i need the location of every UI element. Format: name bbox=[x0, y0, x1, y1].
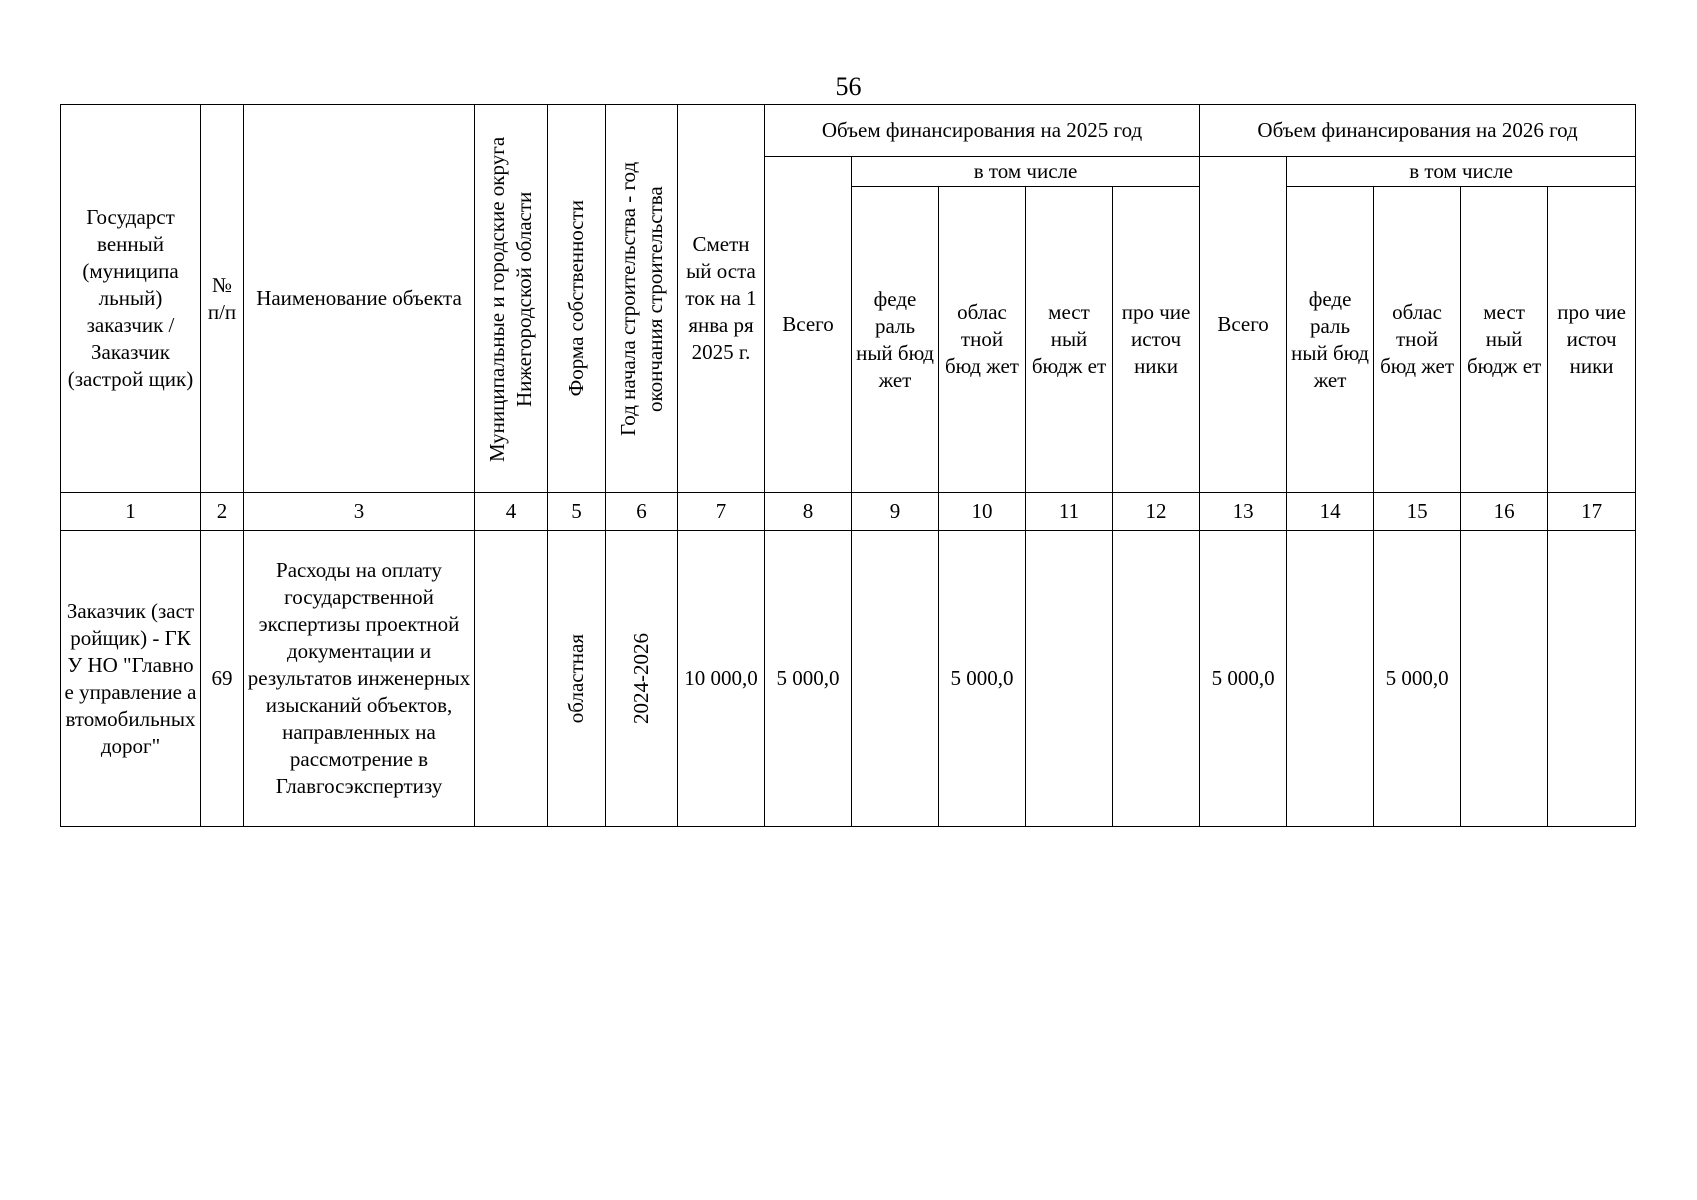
column-number: 17 bbox=[1548, 493, 1636, 531]
header-estimate: Сметн ый оста ток на 1 янва ря 2025 г. bbox=[678, 105, 765, 493]
header-total-2025: Всего bbox=[765, 157, 852, 493]
header-local-2025: мест ный бюдж ет bbox=[1026, 187, 1113, 493]
row-ownership bbox=[548, 531, 606, 827]
header-other-2025: про чие источ ники bbox=[1113, 187, 1200, 493]
header-fin-2025: Объем финансирования на 2025 год bbox=[765, 105, 1200, 157]
column-number: 13 bbox=[1200, 493, 1287, 531]
row-number: 69 bbox=[201, 531, 244, 827]
column-number: 11 bbox=[1026, 493, 1113, 531]
column-number: 3 bbox=[244, 493, 475, 531]
row-local-2025 bbox=[1026, 531, 1113, 827]
row-regional-2025: 5 000,0 bbox=[939, 531, 1026, 827]
header-customer: Государст венный (муниципа льный) заказчик / Заказчик (застрой щик) bbox=[61, 105, 201, 493]
row-other-2026 bbox=[1548, 531, 1636, 827]
header-municipal bbox=[475, 105, 548, 493]
financing-table bbox=[60, 104, 1636, 827]
column-number-row bbox=[61, 493, 1636, 531]
row-estimate: 10 000,0 bbox=[678, 531, 765, 827]
column-number: 10 bbox=[939, 493, 1026, 531]
column-number: 5 bbox=[548, 493, 606, 531]
row-regional-2026: 5 000,0 bbox=[1374, 531, 1461, 827]
header-ownership bbox=[548, 105, 606, 493]
column-number: 1 bbox=[61, 493, 201, 531]
column-number: 4 bbox=[475, 493, 548, 531]
header-total-2026: Всего bbox=[1200, 157, 1287, 493]
row-other-2025 bbox=[1113, 531, 1200, 827]
header-regional-2026: облас тной бюд жет bbox=[1374, 187, 1461, 493]
header-federal-2025: феде раль ный бюд жет bbox=[852, 187, 939, 493]
column-number: 8 bbox=[765, 493, 852, 531]
header-years bbox=[606, 105, 678, 493]
row-total-2025: 5 000,0 bbox=[765, 531, 852, 827]
row-object-name: Расходы на оплату государственной экспертизы проектной документации и результатов инженерных изысканий объектов, направленных на рассмотрение в Главгосэкспертизу bbox=[244, 531, 475, 827]
header-fin-2026: Объем финансирования на 2026 год bbox=[1200, 105, 1636, 157]
column-number: 6 bbox=[606, 493, 678, 531]
header-object-name: Наименование объекта bbox=[244, 105, 475, 493]
column-number: 15 bbox=[1374, 493, 1461, 531]
row-customer: Заказчик (застройщик) - ГКУ НО "Главное управление автомобильных дорог" bbox=[61, 531, 201, 827]
page-number: 56 bbox=[835, 72, 862, 101]
header-number: № п/п bbox=[201, 105, 244, 493]
column-number: 2 bbox=[201, 493, 244, 531]
row-municipal bbox=[475, 531, 548, 827]
row-federal-2026 bbox=[1287, 531, 1374, 827]
row-federal-2025 bbox=[852, 531, 939, 827]
column-number: 14 bbox=[1287, 493, 1374, 531]
row-years bbox=[606, 531, 678, 827]
header-other-2026: про чие источ ники bbox=[1548, 187, 1636, 493]
column-number: 7 bbox=[678, 493, 765, 531]
row-total-2026: 5 000,0 bbox=[1200, 531, 1287, 827]
table-row bbox=[61, 531, 1636, 827]
header-regional-2025: облас тной бюд жет bbox=[939, 187, 1026, 493]
header-row-1 bbox=[61, 105, 1636, 157]
row-local-2026 bbox=[1461, 531, 1548, 827]
row-years-text: 2024-2026 bbox=[629, 633, 653, 724]
header-federal-2026: феде раль ный бюд жет bbox=[1287, 187, 1374, 493]
header-incl-2025: в том числе bbox=[852, 157, 1200, 187]
column-number: 12 bbox=[1113, 493, 1200, 531]
header-incl-2026: в том числе bbox=[1287, 157, 1636, 187]
column-number: 16 bbox=[1461, 493, 1548, 531]
header-local-2026: мест ный бюдж ет bbox=[1461, 187, 1548, 493]
row-ownership-text: областная bbox=[564, 633, 588, 724]
header-years-text: Год начала строительства - год окончания строительства bbox=[615, 161, 667, 436]
column-number: 9 bbox=[852, 493, 939, 531]
header-ownership-text: Форма собственности bbox=[564, 200, 588, 397]
header-municipal-text: Муниципальные и городские округа Нижегородской области bbox=[485, 135, 536, 462]
